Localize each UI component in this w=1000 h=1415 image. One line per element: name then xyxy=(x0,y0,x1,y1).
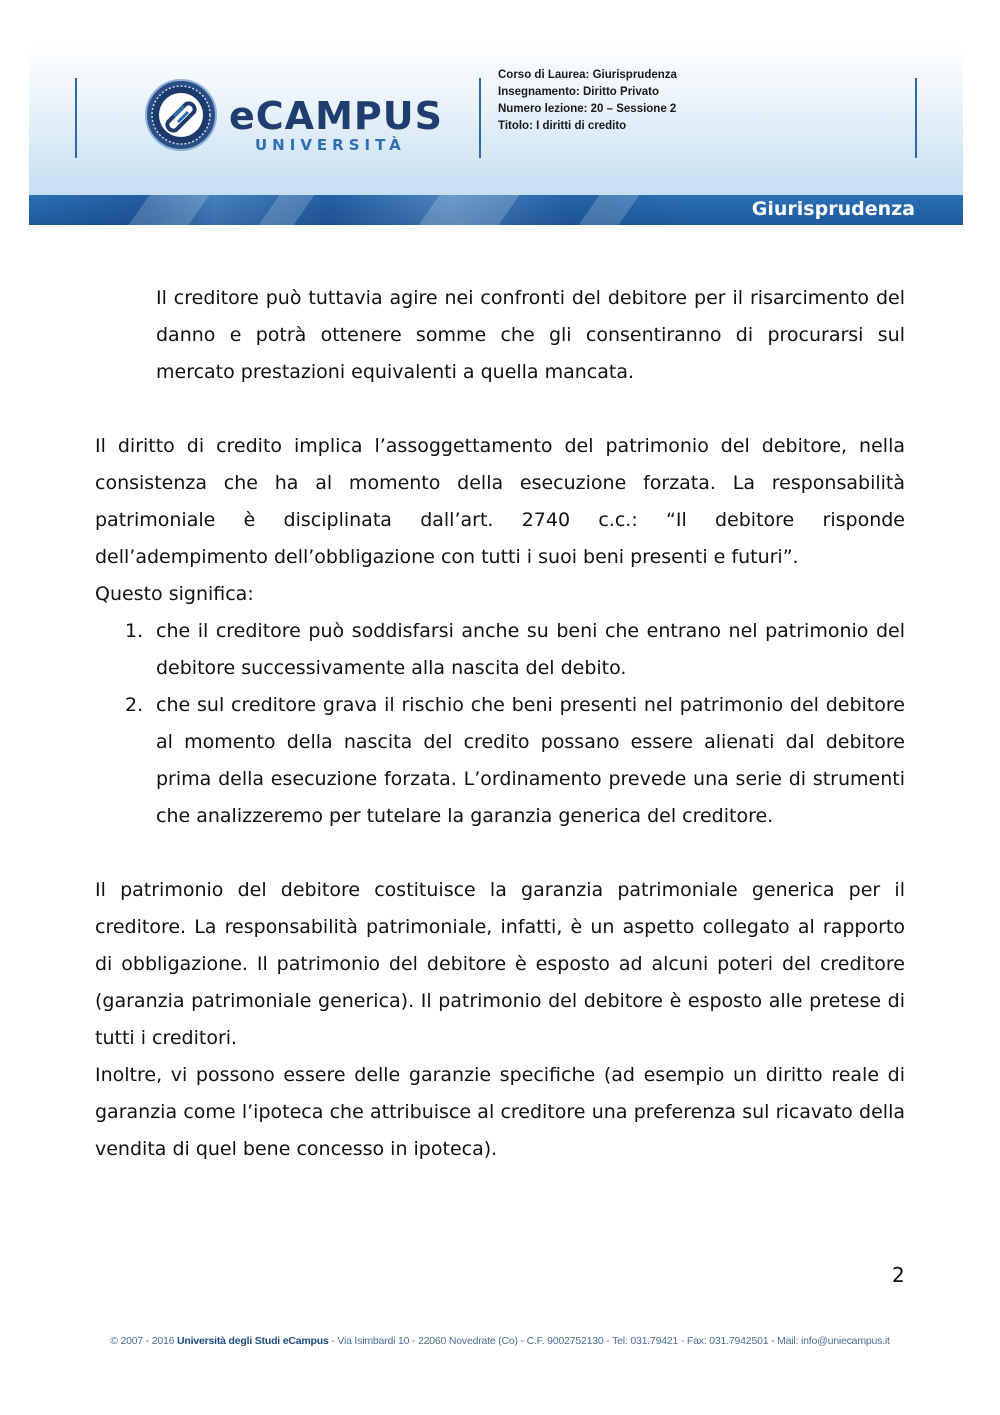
logo-brand-text: eCAMPUS xyxy=(229,94,443,138)
header-middle-divider xyxy=(479,78,481,158)
footer-organization: Università degli Studi eCampus xyxy=(177,1335,329,1347)
list-item-number: 1. xyxy=(125,620,144,642)
paragraph: Il patrimonio del debitore costituisce la garanzia patrimoniale generica per il creditore. La responsabilità patrimoniale, infatti, è un aspetto collegato al rapporto di obbligazione. Il patrimonio del debitore è esposto ad alcuni poteri del creditore (garanzia patrimoniale generica). Il patrimonio del debitore è esposto alle pretese di tutti i creditori. xyxy=(95,879,905,1049)
meta-title: Titolo: I diritti di credito xyxy=(498,120,627,132)
university-seal-icon xyxy=(144,78,218,152)
spacer xyxy=(95,391,905,428)
document-body xyxy=(95,280,905,1168)
ecampus-logo xyxy=(144,78,444,168)
meta-course: Corso di Laurea: Giurisprudenza xyxy=(498,69,677,81)
numbered-list xyxy=(95,613,905,835)
page-footer xyxy=(0,1335,1000,1347)
footer-copyright: © 2007 - 2016 xyxy=(110,1335,178,1347)
logo-wordmark xyxy=(229,96,443,154)
meta-lesson-number: Numero lezione: 20 – Sessione 2 xyxy=(498,103,677,115)
paragraph: Inoltre, vi possono essere delle garanzie specifiche (ad esempio un diritto reale di garanzia come l’ipoteca che attribuisce al creditore una preferenza sul ricavato della vendita di quel bene concesso in ipoteca). xyxy=(95,1064,905,1160)
spacer xyxy=(95,835,905,872)
paragraph: Questo significa: xyxy=(95,583,254,605)
paragraph: Il diritto di credito implica l’assoggettamento del patrimonio del debitore, nella consistenza che ha al momento della esecuzione forzata. La responsabilità patrimoniale è disciplinata dall’art. 2740 c.c.: “Il debitore risponde dell’adempimento dell’obbligazione con tutti i suoi beni presenti e futuri”. xyxy=(95,435,905,568)
list-item-number: 2. xyxy=(125,694,144,716)
paragraph: Il creditore può tuttavia agire nei confronti del debitore per il risarcimento del danno e potrà ottenere somme che gli consentiranno di procurarsi sul mercato prestazioni equivalenti a quella mancata. xyxy=(156,287,905,383)
course-metadata xyxy=(498,67,677,135)
band-stripe xyxy=(578,195,639,225)
header-right-divider xyxy=(915,78,917,158)
header-band xyxy=(29,195,963,225)
faculty-title: Giurisprudenza xyxy=(751,198,915,220)
footer-contact: - Via Isimbardi 10 - 22060 Novedrate (Co) - C.F. 9002752130 - Tel: 031.79421 - Fax: 031.7942501 - Mail: info@uniecampus.it xyxy=(328,1335,890,1347)
logo-university-text: UNIVERSITÀ xyxy=(255,136,406,154)
band-stripe xyxy=(258,195,314,225)
header-left-divider xyxy=(75,78,77,158)
list-item xyxy=(95,613,905,687)
page-number: 2 xyxy=(892,1263,905,1287)
meta-subject: Insegnamento: Diritto Privato xyxy=(498,86,660,98)
list-item-text: che il creditore può soddisfarsi anche su beni che entrano nel patrimonio del debitore successivamente alla nascita del debito. xyxy=(156,620,905,679)
band-stripe xyxy=(418,195,519,225)
page-header xyxy=(29,42,963,225)
list-item xyxy=(95,687,905,835)
list-item-text: che sul creditore grava il rischio che beni presenti nel patrimonio del debitore al momento della nascita del credito possano essere alienati dal debitore prima della esecuzione forzata. L’ordinamento prevede una serie di strumenti che analizzeremo per tutelare la garanzia generica del creditore. xyxy=(156,694,905,827)
band-stripe xyxy=(128,195,209,225)
